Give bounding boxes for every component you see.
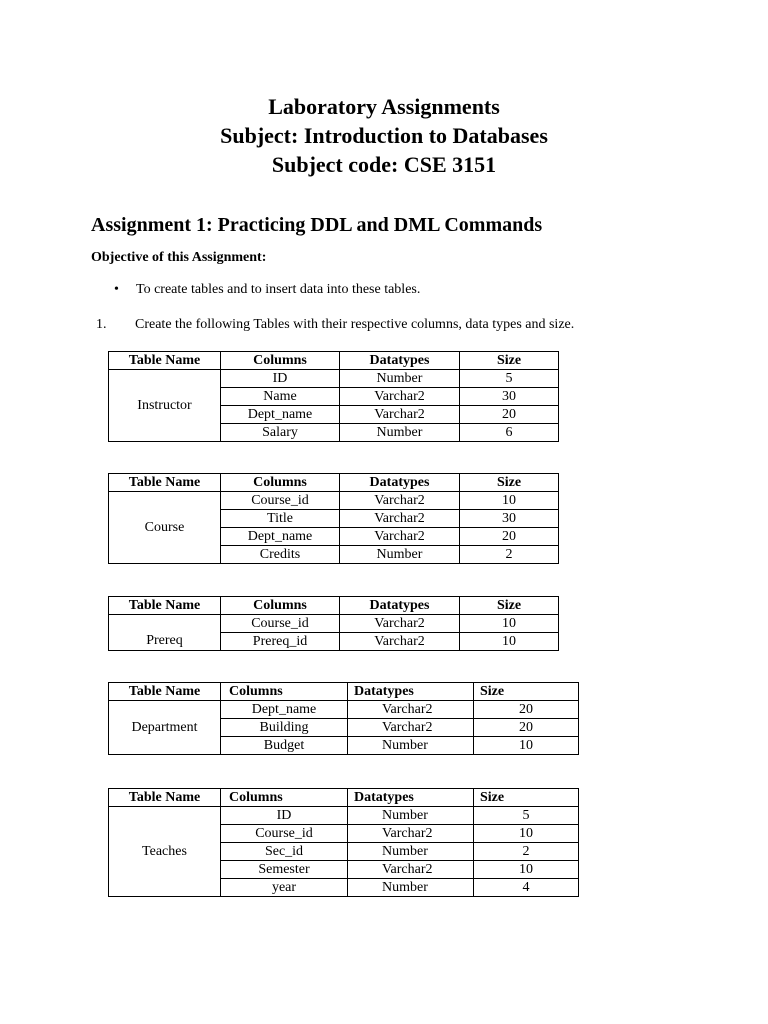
size-cell: 10: [474, 737, 579, 755]
datatype-cell: Number: [348, 737, 474, 755]
table-instructor: [108, 351, 559, 442]
column-cell: Dept_name: [221, 406, 340, 424]
column-cell: Semester: [221, 861, 348, 879]
size-cell: 2: [474, 843, 579, 861]
table-name-cell: Instructor: [109, 370, 221, 442]
title-line-2: Subject: Introduction to Databases: [220, 123, 548, 148]
datatype-cell: Number: [348, 843, 474, 861]
column-cell: Salary: [221, 424, 340, 442]
column-cell: Course_id: [221, 615, 340, 633]
size-cell: 5: [460, 370, 559, 388]
column-cell: Building: [221, 719, 348, 737]
table-row: [109, 701, 579, 719]
header-table-name: Table Name: [109, 474, 221, 492]
column-cell: ID: [221, 370, 340, 388]
datatype-cell: Number: [348, 879, 474, 897]
table-header-row: [109, 352, 559, 370]
column-cell: Credits: [221, 546, 340, 564]
step-number: 1.: [96, 317, 107, 332]
header-table-name: Table Name: [109, 352, 221, 370]
header-size: Size: [474, 683, 579, 701]
table-name-cell: Department: [109, 701, 221, 755]
bullet-icon: •: [114, 282, 119, 297]
size-cell: 10: [474, 825, 579, 843]
header-columns: Columns: [221, 683, 348, 701]
step-text: Create the following Tables with their respective columns, data types and size.: [135, 317, 575, 332]
header-size: Size: [474, 789, 579, 807]
size-cell: 5: [474, 807, 579, 825]
header-datatypes: Datatypes: [340, 352, 460, 370]
column-cell: Budget: [221, 737, 348, 755]
datatype-cell: Number: [340, 370, 460, 388]
size-cell: 20: [460, 528, 559, 546]
size-cell: 4: [474, 879, 579, 897]
table-header-row: [109, 597, 559, 615]
datatype-cell: Varchar2: [348, 719, 474, 737]
table-name-cell: Prereq: [109, 615, 221, 651]
column-cell: ID: [221, 807, 348, 825]
assignment-heading: Assignment 1: Practicing DDL and DML Commands: [91, 214, 543, 236]
header-size: Size: [460, 597, 559, 615]
table-name-cell: Teaches: [109, 807, 221, 897]
size-cell: 10: [460, 492, 559, 510]
datatype-cell: Varchar2: [348, 825, 474, 843]
datatype-cell: Number: [340, 424, 460, 442]
header-datatypes: Datatypes: [340, 474, 460, 492]
column-cell: Dept_name: [221, 528, 340, 546]
table-row: [109, 492, 559, 510]
size-cell: 20: [474, 701, 579, 719]
size-cell: 10: [474, 861, 579, 879]
instruction-step: [96, 317, 574, 333]
title-line-3: Subject code: CSE 3151: [271, 152, 497, 177]
column-cell: Title: [221, 510, 340, 528]
header-columns: Columns: [221, 474, 340, 492]
datatype-cell: Varchar2: [348, 701, 474, 719]
table-header-row: [109, 683, 579, 701]
header-table-name: Table Name: [109, 683, 221, 701]
column-cell: Prereq_id: [221, 633, 340, 651]
size-cell: 10: [460, 615, 559, 633]
datatype-cell: Varchar2: [340, 406, 460, 424]
table-name-cell: Course: [109, 492, 221, 564]
size-cell: 2: [460, 546, 559, 564]
column-cell: Sec_id: [221, 843, 348, 861]
datatype-cell: Varchar2: [340, 633, 460, 651]
datatype-cell: Varchar2: [348, 861, 474, 879]
size-cell: 20: [474, 719, 579, 737]
objective-label: Objective of this Assignment:: [91, 250, 267, 265]
datatype-cell: Varchar2: [340, 492, 460, 510]
header-datatypes: Datatypes: [348, 683, 474, 701]
objective-bullet: [114, 282, 420, 298]
header-datatypes: Datatypes: [348, 789, 474, 807]
column-cell: year: [221, 879, 348, 897]
table-teaches: [108, 788, 579, 897]
header-columns: Columns: [221, 597, 340, 615]
table-header-row: [109, 789, 579, 807]
datatype-cell: Number: [348, 807, 474, 825]
table-row: [109, 807, 579, 825]
size-cell: 30: [460, 510, 559, 528]
size-cell: 10: [460, 633, 559, 651]
table-department: [108, 682, 579, 755]
datatype-cell: Varchar2: [340, 615, 460, 633]
bullet-text: To create tables and to insert data into these tables.: [136, 282, 421, 297]
document-title: [0, 92, 768, 179]
header-datatypes: Datatypes: [340, 597, 460, 615]
header-size: Size: [460, 474, 559, 492]
datatype-cell: Number: [340, 546, 460, 564]
column-cell: Name: [221, 388, 340, 406]
size-cell: 20: [460, 406, 559, 424]
header-columns: Columns: [221, 352, 340, 370]
table-course: [108, 473, 559, 564]
table-row: [109, 370, 559, 388]
header-columns: Columns: [221, 789, 348, 807]
size-cell: 30: [460, 388, 559, 406]
column-cell: Course_id: [221, 825, 348, 843]
size-cell: 6: [460, 424, 559, 442]
table-prereq: [108, 596, 559, 651]
title-line-1: Laboratory Assignments: [268, 94, 500, 119]
table-header-row: [109, 474, 559, 492]
table-row: [109, 615, 559, 633]
datatype-cell: Varchar2: [340, 388, 460, 406]
header-table-name: Table Name: [109, 597, 221, 615]
datatype-cell: Varchar2: [340, 528, 460, 546]
column-cell: Dept_name: [221, 701, 348, 719]
header-table-name: Table Name: [109, 789, 221, 807]
column-cell: Course_id: [221, 492, 340, 510]
datatype-cell: Varchar2: [340, 510, 460, 528]
header-size: Size: [460, 352, 559, 370]
